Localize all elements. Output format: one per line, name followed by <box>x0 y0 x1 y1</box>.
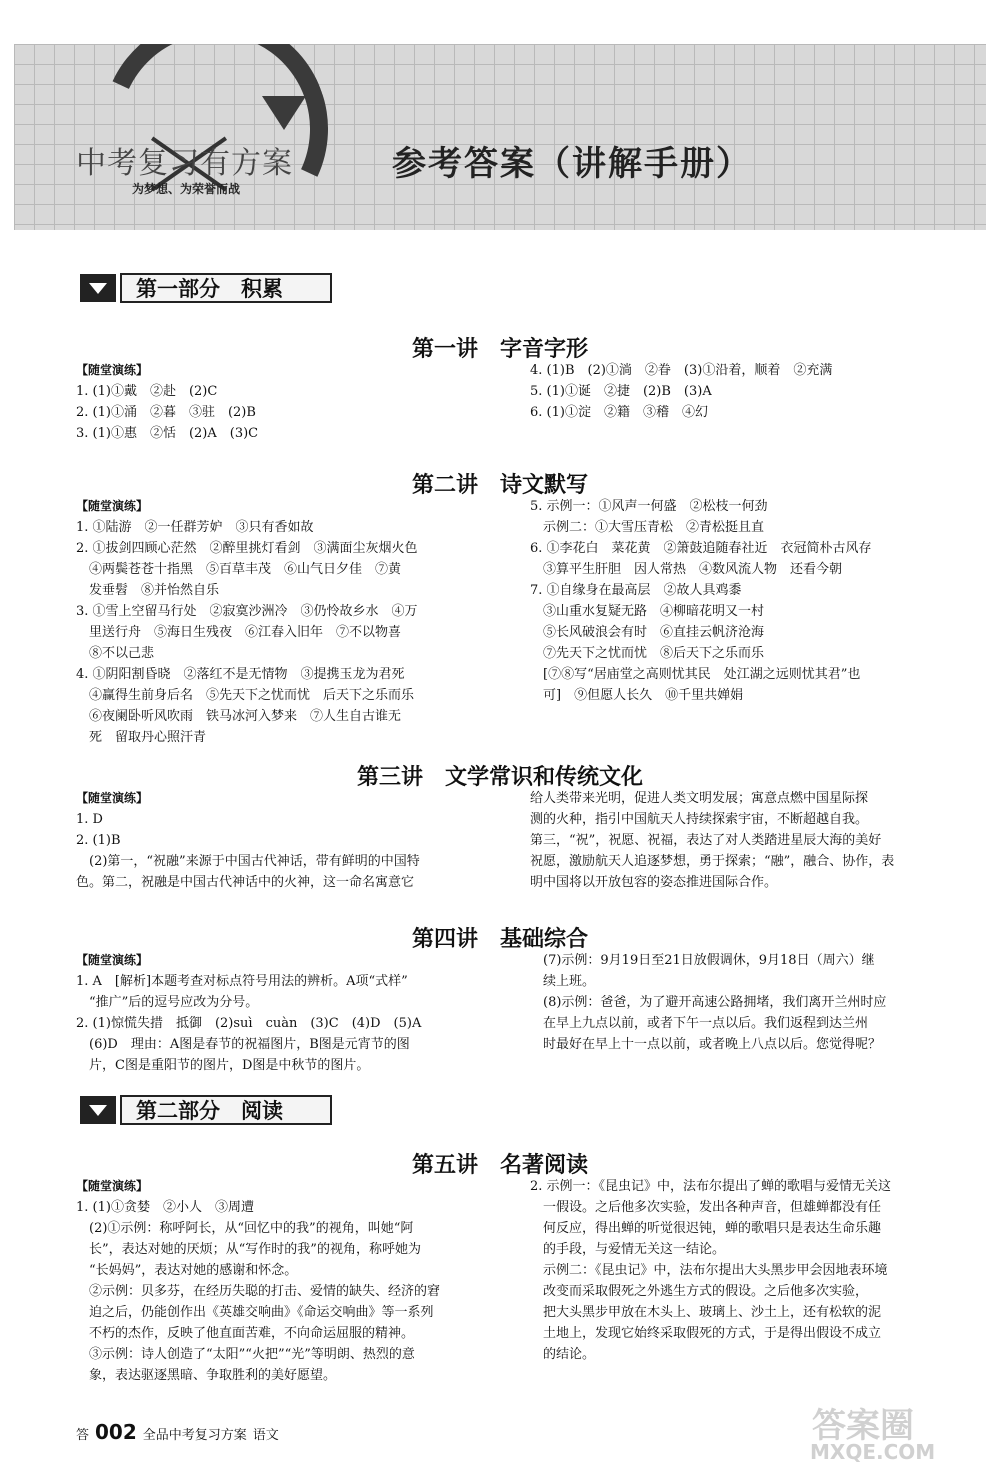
answer-line: 发垂髫 ⑧并怡然自乐 <box>76 583 220 598</box>
answer-line: ⑦先天下之忧而忧 ⑧后天下之乐而乐 <box>530 646 765 661</box>
answer-line: 土地上，发现它始终采取假死的方式，于是得出假设不成立 <box>530 1326 882 1341</box>
lecture-title: 第二讲 诗文默写 <box>411 473 588 498</box>
triangle-icon <box>80 1096 116 1124</box>
answer-line: 5. (1)①诞 ②捷 (2)B (3)A <box>530 384 712 399</box>
answer-line: 4. (1)B (2)①淌 ②眷 (3)①沿着，顺着 ②充满 <box>530 363 833 378</box>
answer-column <box>76 1176 516 1386</box>
answer-line: 6. ①李花白 菜花黄 ②箫鼓追随春社近 衣冠简朴古风存 <box>530 541 872 556</box>
triangle-icon <box>80 274 116 302</box>
answer-line: 2. 示例一：《昆虫记》中，法布尔提出了蝉的歌唱与爱情无关这 <box>530 1179 892 1194</box>
watermark-url: MXQE.COM <box>810 1440 936 1464</box>
answer-line: 给人类带来光明，促进人类文明发展；寓意点燃中国星际探 <box>530 791 869 806</box>
answer-line: 1. D <box>76 812 103 827</box>
answer-column <box>530 788 960 893</box>
subject-name: 语文 <box>252 1428 279 1443</box>
answer-line: 迫之后，仍能创作出《英雄交响曲》《命运交响曲》等一系列 <box>76 1305 434 1320</box>
answer-column <box>76 360 516 444</box>
answer-line: 在早上九点以前，或者下午一点以后。我们返程到达兰州 <box>530 1016 869 1031</box>
answer-line: (2)第一，“祝融”来源于中国古代神话，带有鲜明的中国特 <box>76 854 420 869</box>
answer-line: (7)示例：9月19日至21日放假调休，9月18日（周六）继 <box>530 953 875 968</box>
answer-line: 示例二：①大雪压青松 ②青松挺且直 <box>530 520 765 535</box>
answer-line: 1. A [解析]本题考查对标点符号用法的辨析。A项“式样” <box>76 974 408 989</box>
book-name: 全品中考复习方案 <box>142 1428 247 1443</box>
lecture-title: 第四讲 基础综合 <box>411 927 588 952</box>
answer-line: 时最好在早上十一点以前，或者晚上八点以后。您觉得呢？ <box>530 1037 882 1052</box>
answer-line: 何反应，得出蝉的听觉很迟钝，蝉的歌唱只是表达生命乐趣 <box>530 1221 882 1236</box>
answer-line: ⑧不以己悲 <box>76 646 155 661</box>
section-heading: 【随堂演练】 <box>76 363 149 377</box>
answer-line: 的结论。 <box>530 1347 596 1362</box>
answer-column <box>530 360 960 423</box>
answer-line: ⑥夜阑卧听风吹雨 铁马冰河入梦来 ⑦人生自古谁无 <box>76 709 402 724</box>
section-heading: 【随堂演练】 <box>76 1179 149 1193</box>
answer-line: 把大头黑步甲放在木头上、玻璃上、沙土上，还有松软的泥 <box>530 1305 882 1320</box>
lecture-title: 第一讲 字音字形 <box>411 337 588 362</box>
answer-line: 续上班。 <box>530 974 596 989</box>
answer-line: 示例二：《昆虫记》中，法布尔提出大头黑步甲会因地表环境 <box>530 1263 888 1278</box>
answer-column <box>76 788 516 893</box>
answer-line: “长妈妈”，表达对她的感谢和怀念。 <box>76 1263 298 1278</box>
answer-line: 的手段，与爱情无关这一结论。 <box>530 1242 726 1257</box>
answer-column <box>530 496 960 706</box>
answer-line: 祝愿，激励航天人追逐梦想，勇于探索；“融”，融合、协作，表 <box>530 854 895 869</box>
part-heading <box>80 1095 332 1125</box>
answer-line: 色。第二，祝融是中国古代神话中的火神，这一命名寓意它 <box>76 875 415 890</box>
answer-line: ④赢得生前身后名 ⑤先天下之忧而忧 后天下之乐而乐 <box>76 688 415 703</box>
answer-line: (6)D 理由：A图是春节的祝福图片，B图是元宵节的图 <box>76 1037 410 1052</box>
answer-line: “推广”后的逗号应改为分号。 <box>76 995 259 1010</box>
answer-line: 长”，表达对她的厌烦；从“写作时的我”的视角，称呼她为 <box>76 1242 421 1257</box>
answer-line: 2. (1)①涌 ②暮 ③驻 (2)B <box>76 405 256 420</box>
page-number: 002 <box>95 1420 137 1444</box>
part-heading <box>80 273 332 303</box>
answer-line: 死 留取丹心照汗青 <box>76 730 207 745</box>
header-banner <box>14 44 986 230</box>
answer-line: 7. ①自缘身在最高层 ②故人具鸡黍 <box>530 583 742 598</box>
answer-line: 2. (1)惊慌失措 抵御 (2)suì cuàn (3)C (4)D (5)A <box>76 1016 422 1031</box>
part-label: 第一部分 积累 <box>120 273 332 303</box>
answer-column <box>76 496 516 748</box>
answer-line: 1. ①陆游 ②一任群芳妒 ③只有香如故 <box>76 520 314 535</box>
section-heading: 【随堂演练】 <box>76 953 149 967</box>
page-footer <box>76 1420 279 1444</box>
brand-logo-text: 中考复习有方案 <box>76 146 293 181</box>
answer-line: 象，表达驱逐黑暗、争取胜利的美好愿望。 <box>76 1368 337 1383</box>
answer-line: 5. 示例一：①风声一何盛 ②松枝一何劲 <box>530 499 768 514</box>
answer-line: 3. ①雪上空留马行处 ②寂寞沙洲冷 ③仍怜故乡水 ④万 <box>76 604 418 619</box>
answer-line: 1. (1)①戴 ②赴 (2)C <box>76 384 218 399</box>
answer-line: 里送行舟 ⑤海日生残夜 ⑥江春入旧年 ⑦不以物喜 <box>76 625 402 640</box>
answer-column <box>530 1176 960 1365</box>
answer-line: 不朽的杰作，反映了他直面苦难，不向命运屈服的精神。 <box>76 1326 415 1341</box>
answer-line: (2)①示例：称呼阿长，从“回忆中的我”的视角，叫她“阿 <box>76 1221 414 1236</box>
part-label: 第二部分 阅读 <box>120 1095 332 1125</box>
answer-line: ③山重水复疑无路 ④柳暗花明又一村 <box>530 604 765 619</box>
answer-line: ④两鬓苍苍十指黑 ⑤百草丰茂 ⑥山气日夕佳 ⑦黄 <box>76 562 402 577</box>
lecture-title: 第五讲 名著阅读 <box>411 1153 588 1178</box>
brand-tagline: 为梦想、为荣誉而战 <box>132 182 241 196</box>
answer-line: (8)示例：爸爸，为了避开高速公路拥堵，我们离开兰州时应 <box>530 995 887 1010</box>
answer-line: 4. ①阴阳割昏晓 ②落红不是无情物 ③提携玉龙为君死 <box>76 667 405 682</box>
answer-line: 一假设。之后他多次实验，发出各种声音，但雄蝉都没有任 <box>530 1200 882 1215</box>
answer-line: 3. (1)①惠 ②恬 (2)A (3)C <box>76 426 259 441</box>
answer-line: 2. (1)B <box>76 833 121 848</box>
answer-column <box>530 950 960 1055</box>
answer-line: ③示例：诗人创造了“太阳”“火把”“光”等明朗、热烈的意 <box>76 1347 415 1362</box>
answer-line: 测的火种，指引中国航天人持续探索宇宙，不断超越自我。 <box>530 812 869 827</box>
answer-column <box>76 950 516 1076</box>
page-title: 参考答案（讲解手册） <box>392 144 752 184</box>
answer-line: 可] ⑨但愿人长久 ⑩千里共婵娟 <box>530 688 744 703</box>
answer-line: 明中国将以开放包容的姿态推进国际合作。 <box>530 875 778 890</box>
answer-line: 2. ①拔剑四顾心茫然 ②醉里挑灯看剑 ③满面尘灰烟火色 <box>76 541 418 556</box>
footer-prefix: 答 <box>76 1428 90 1443</box>
answer-line: 第三，“祝”，祝愿、祝福，表达了对人类踏进星辰大海的美好 <box>530 833 882 848</box>
answer-line: ③算平生肝胆 因人常热 ④数风流人物 还看今朝 <box>530 562 843 577</box>
arrow-decoration <box>262 96 306 130</box>
watermark-logo: 答案圈 <box>812 1406 914 1446</box>
lecture-title: 第三讲 文学常识和传统文化 <box>356 765 643 790</box>
answer-line: 6. (1)①淀 ②籍 ③稽 ④幻 <box>530 405 708 420</box>
answer-line: 片，C图是重阳节的图片，D图是中秋节的图片。 <box>76 1058 370 1073</box>
answer-line: [⑦⑧写“居庙堂之高则忧其民 处江湖之远则忧其君”也 <box>530 667 861 682</box>
section-heading: 【随堂演练】 <box>76 791 149 805</box>
section-heading: 【随堂演练】 <box>76 499 149 513</box>
answer-line: ②示例：贝多芬，在经历失聪的打击、爱情的缺失、经济的窘 <box>76 1284 441 1299</box>
clock-arc-decoration <box>70 44 360 230</box>
answer-line: 1. (1)①贪婪 ②小人 ③周遭 <box>76 1200 254 1215</box>
answer-line: ⑤长风破浪会有时 ⑥直挂云帆济沧海 <box>530 625 765 640</box>
answer-line: 改变而采取假死之外逃生方式的假设。之后他多次实验， <box>530 1284 869 1299</box>
